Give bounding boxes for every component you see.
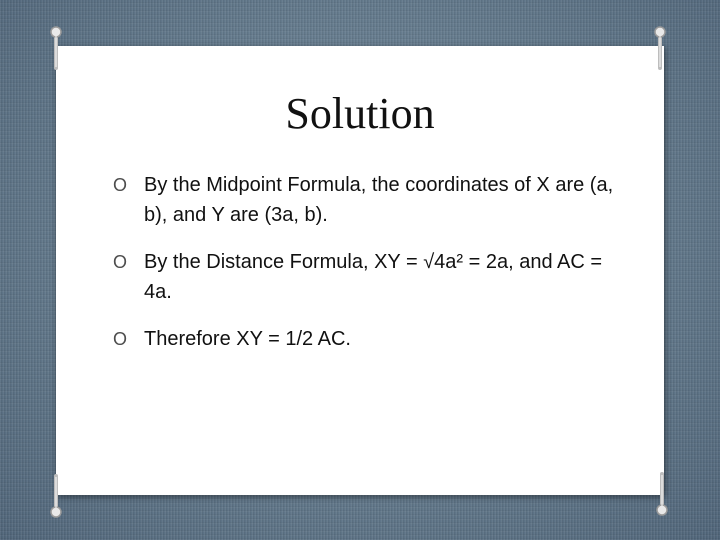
bullet-text: By the Distance Formula, XY = √4a² = 2a, and AC = 4a.	[144, 251, 603, 303]
thumbtack-icon	[44, 472, 68, 518]
bullet-list	[113, 170, 633, 371]
bullet-item	[113, 324, 633, 354]
bullet-item	[113, 247, 633, 307]
slide-title: Solution	[285, 89, 435, 138]
bullet-marker: O	[113, 175, 128, 195]
bullet-marker: O	[113, 252, 128, 272]
bullet-marker: O	[113, 329, 128, 349]
thumbtack-icon	[650, 470, 674, 516]
bullet-text: Therefore XY = 1/2 AC.	[144, 328, 351, 350]
thumbtack-icon	[648, 26, 672, 72]
bullet-text: By the Midpoint Formula, the coordinates of X are (a, b), and Y are (3a, b).	[144, 174, 614, 226]
thumbtack-icon	[44, 26, 68, 72]
bullet-item	[113, 170, 633, 230]
